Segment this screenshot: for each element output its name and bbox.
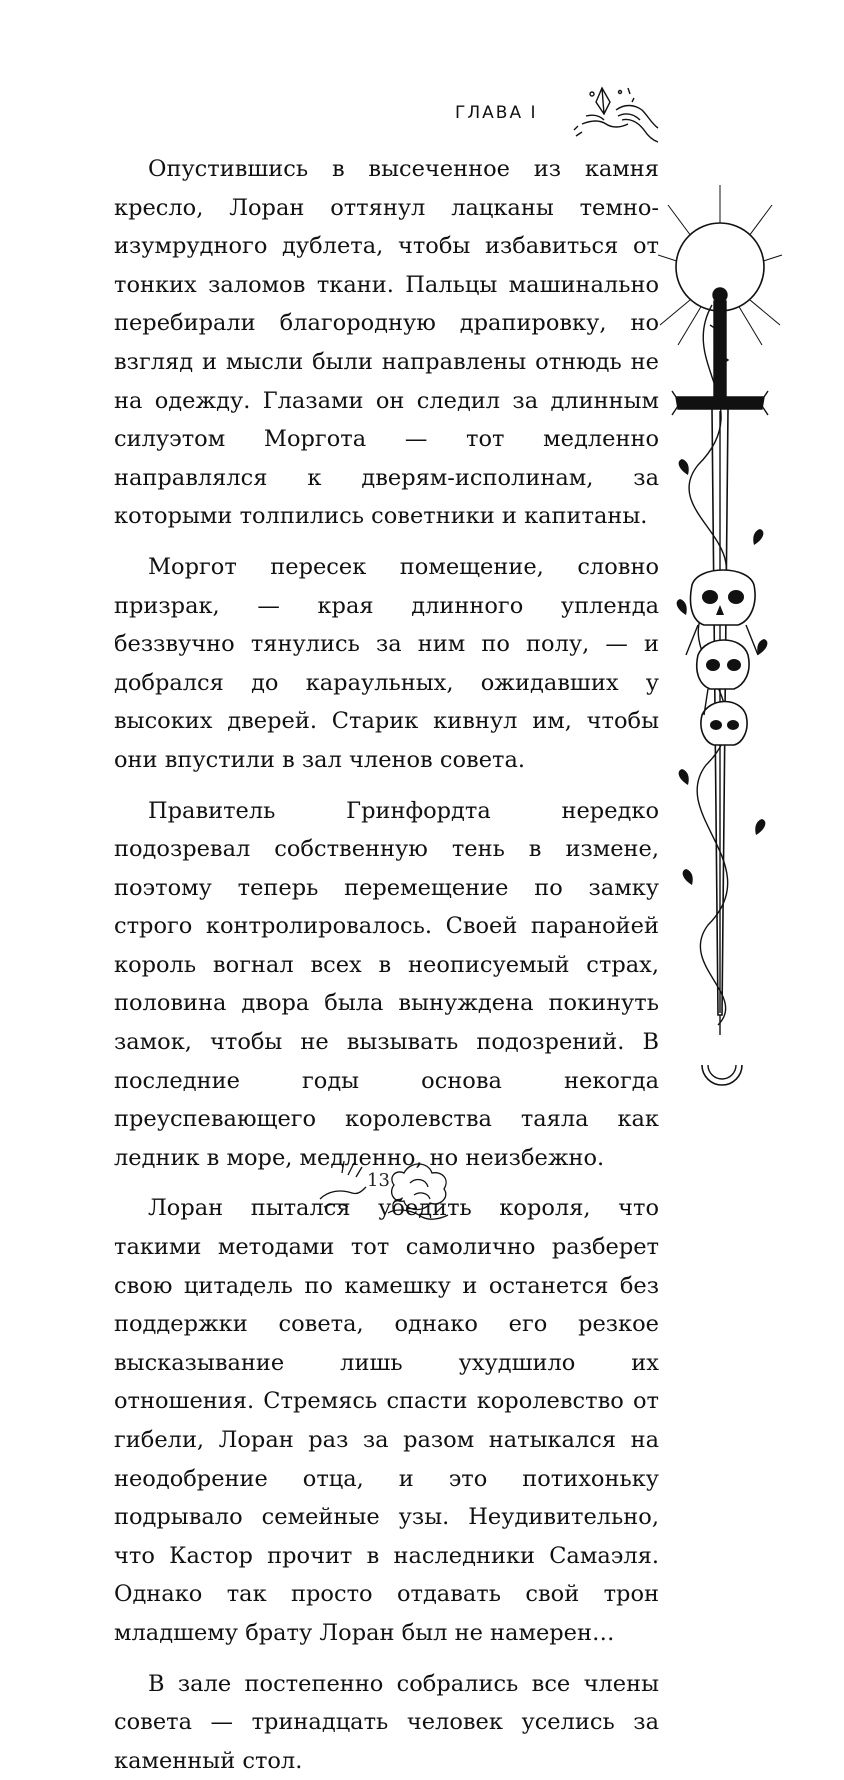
paragraph: В зале постепенно собрались все члены совета — тринадцать человек уселись за каменный стол.	[114, 1670, 659, 1774]
hands-with-crystal-icon	[572, 80, 662, 150]
chapter-heading: ГЛАВА I	[455, 103, 538, 123]
sword-with-sun-skulls-moon-icon	[658, 185, 803, 1105]
body-text	[114, 150, 659, 1780]
page-number: 13	[367, 1170, 390, 1191]
paragraph: Правитель Гринфордта нередко подозревал собственную тень в измене, поэтому теперь перемещение по замку строго контролировалось. Своей паранойей король вогнал всех в неописуемый страх, половина двора была вынуждена покинуть замок, чтобы не вызывать подозрений. В последние годы основа некогда преуспевающего королевства таяла как ледник в море, медленно, но неизбежно.	[114, 797, 659, 1171]
paragraph: Моргот пересек помещение, словно призрак, — края длинного упленда беззвучно тянулись за ним по полу, — и добрался до караульных, ожидавших у высоких дверей. Старик кивнул им, чтобы они впустили в зал членов совета.	[114, 553, 659, 773]
paragraph: Лоран пытался убедить короля, что такими методами тот самолично разберет свою цитадель по камешку и останется без поддержки совета, однако его резкое высказывание лишь ухудшило их отношения. Стремясь спасти королевство от гибели, Лоран раз за разом натыкался на неодобрение отца, и это потихоньку подрывало семейные узы. Неудивительно, что Кастор прочит в наследники Самаэля. Однако так просто отдавать свой трон младшему брату Лоран был не намерен…	[114, 1195, 659, 1646]
paragraph: Опустившись в высеченное из камня кресло, Лоран оттянул лацканы темно-изумрудного дублета, чтобы избавиться от тонких заломов ткани. Пальцы машинально перебирали благородную драпировку, но взгляд и мысли были направлены отнюдь не на одежду. Глазами он следил за длинным силуэтом Моргота — тот медленно направлялся к дверям-исполинам, за которыми толпились советники и капитаны.	[114, 156, 659, 530]
